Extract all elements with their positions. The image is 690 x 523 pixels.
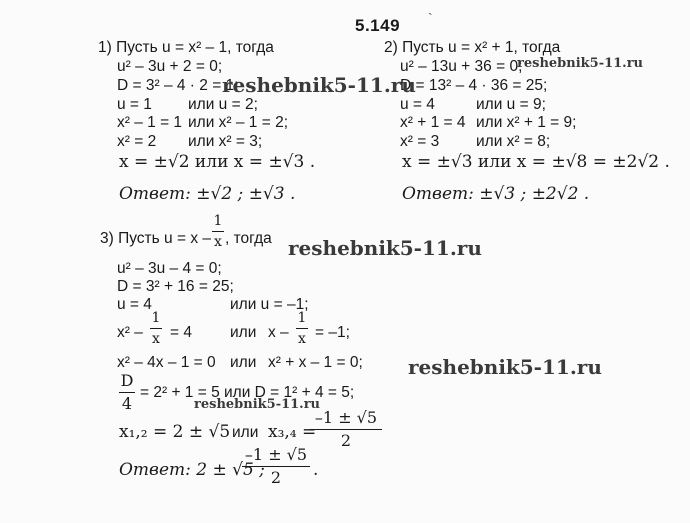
fraction-denominator: 2 (340, 431, 352, 450)
part2-answer: Ответ: ±√3 ; ±2√2 . (402, 184, 590, 204)
part2-header: 2) Пусть u = x² + 1, тогда (384, 39, 561, 56)
part3-d-over-4 (119, 373, 135, 412)
part3-answer: Ответ: 2 ± √5 ; (119, 460, 265, 480)
part3-fraction-1-over-x (296, 311, 308, 346)
watermark: reshebnik5-11.ru (517, 56, 644, 71)
part3-roots-left: x₁,₂ = 2 ± √5 (119, 422, 231, 442)
part1-line: или u = 2; (188, 96, 258, 113)
fraction-numerator: –1 ± √5 (314, 408, 378, 427)
part3-roots-x34: x₃,₄ = (268, 422, 317, 442)
part1-header: 1) Пусть u = x² – 1, тогда (98, 39, 274, 56)
part3-line: u² – 3u – 4 = 0; (117, 260, 222, 277)
part2-line: u² – 13u + 36 = 0; (400, 58, 523, 75)
problem-number: 5.149 (355, 16, 401, 35)
part3-roots-or: или (232, 424, 259, 441)
fraction-denominator: x (298, 331, 306, 347)
fraction-bar (310, 429, 382, 430)
part1-line: или x² = 3; (188, 133, 263, 150)
part3-line: или u = –1; (230, 296, 309, 313)
fraction-numerator: –1 ± √5 (244, 445, 308, 464)
part1-line: u² – 3u + 2 = 0; (117, 58, 223, 75)
part2-roots: x = ±√3 или x = ±√8 = ±2√2 . (402, 152, 670, 172)
part3-fraction-1-over-x (150, 311, 162, 346)
stray-mark: ` (428, 10, 433, 26)
part3-line: x – (268, 324, 289, 341)
part1-line: D = 3² – 4 · 2 = 1; (117, 77, 239, 94)
fraction-numerator: 1 (213, 213, 223, 229)
part3-header-prefix: 3) Пусть u = x – (100, 230, 211, 247)
part3-line: u = 4 (117, 296, 152, 313)
part3-line: D = 3² + 16 = 25; (117, 278, 234, 295)
part3-line: x² – 4x – 1 = 0 (117, 354, 216, 371)
fraction-numerator: D (120, 371, 134, 390)
part1-line: или x² – 1 = 2; (188, 114, 289, 131)
fraction-bar (296, 328, 308, 329)
part2-line: или x² = 8; (476, 133, 551, 150)
part3-answer-fraction (242, 447, 310, 486)
fraction-numerator: 1 (151, 310, 161, 326)
fraction-denominator: 4 (121, 394, 133, 413)
part3-line: = 4 (170, 324, 192, 341)
part3-d-line: = 2² + 1 = 5 или D = 1² + 4 = 5; (140, 384, 355, 401)
part3-line: x² + x – 1 = 0; (268, 354, 363, 371)
fraction-bar (119, 392, 135, 393)
part1-answer: Ответ: ±√2 ; ±√3 . (119, 184, 296, 204)
fraction-denominator: x (152, 331, 160, 347)
part3-roots-fraction (310, 410, 382, 449)
fraction-numerator: 1 (297, 310, 307, 326)
part2-line: или x² + 1 = 9; (476, 114, 577, 131)
watermark: reshebnik5-11.ru (288, 236, 482, 260)
watermark: reshebnik5-11.ru (408, 355, 602, 379)
fraction-bar (212, 231, 224, 232)
fraction-bar (242, 466, 310, 467)
watermark: reshebnik5-11.ru (194, 397, 321, 412)
watermark: reshebnik5-11.ru (222, 73, 416, 97)
part3-line: или (230, 354, 257, 371)
part2-line: или u = 9; (476, 96, 546, 113)
part1-roots: x = ±√2 или x = ±√3 . (119, 152, 316, 172)
part3-header-fraction (212, 214, 224, 249)
part3-line: или (230, 324, 257, 341)
part2-line: x² = 3 (400, 133, 440, 150)
part3-line: = –1; (315, 324, 350, 341)
part3-line: x² – (117, 324, 143, 341)
part2-line: D = 13² – 4 · 36 = 25; (400, 77, 548, 94)
part2-line: u = 4 (400, 96, 435, 113)
part2-line: x² + 1 = 4 (400, 114, 466, 131)
part1-line: u = 1 (117, 96, 152, 113)
part1-line: x² = 2 (117, 133, 157, 150)
part3-answer-period: . (313, 460, 319, 480)
fraction-denominator: x (214, 234, 222, 250)
part3-header-suffix: , тогда (225, 230, 272, 247)
part1-line: x² – 1 = 1 (117, 114, 183, 131)
fraction-denominator: 2 (270, 468, 282, 487)
fraction-bar (150, 328, 162, 329)
